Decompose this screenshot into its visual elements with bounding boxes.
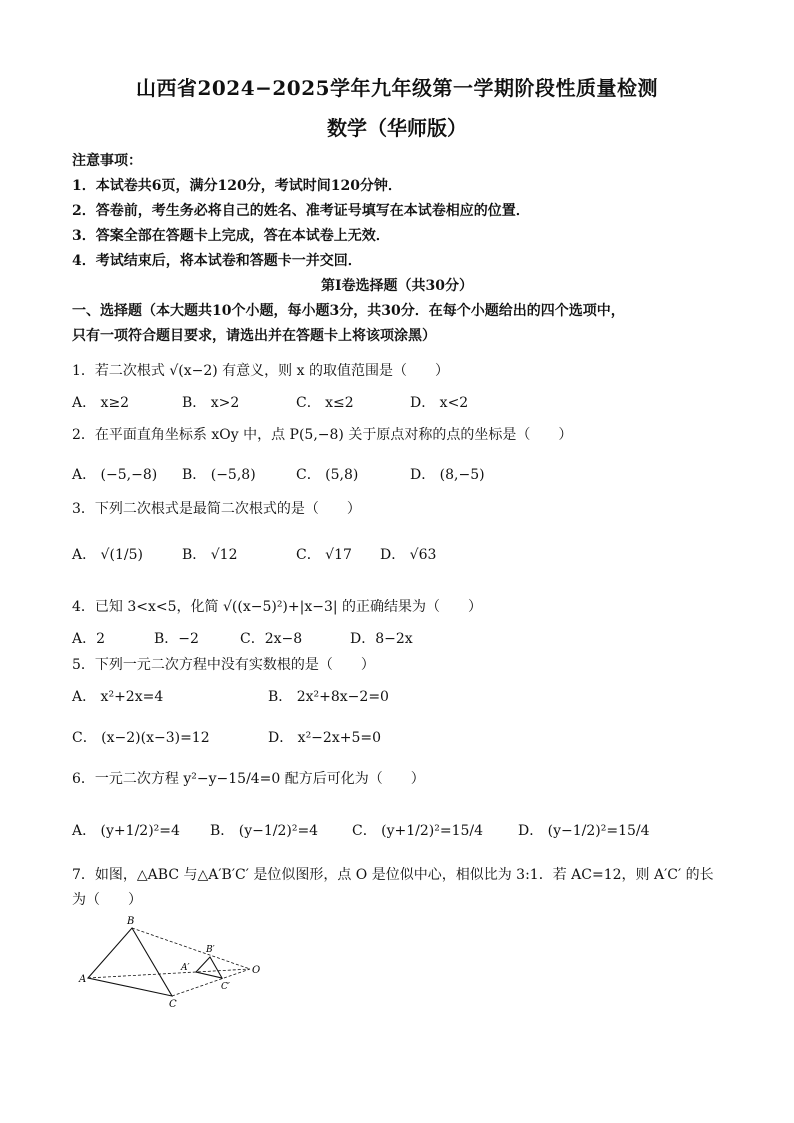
question-stem: 6．一元二次方程 y²−y−15/4=0 配方后可化为（ ）	[72, 771, 425, 787]
label-a-prime: A′	[181, 963, 190, 973]
option-a: A． x²+2x=4	[72, 689, 164, 705]
notice-item: 4．考试结束后，将本试卷和答题卡一并交回．	[72, 253, 362, 269]
notice-item: 2．答卷前，考生务必将自己的姓名、准考证号填写在本试卷相应的位置．	[72, 203, 530, 219]
triangle-abc	[88, 928, 172, 996]
label-c: C	[169, 999, 177, 1010]
question-stem: 2．在平面直角坐标系 xOy 中，点 P(5,−8) 关于原点对称的点的坐标是（ ）	[72, 427, 573, 443]
similar-triangles-figure	[76, 914, 266, 1010]
option-c: C． √17	[296, 547, 352, 563]
section-instruction: 只有一项符合题目要求，请选出并在答题卡上将该项涂黑）	[72, 328, 436, 344]
option-d: D． (8,−5)	[410, 467, 485, 483]
label-b-prime: B′	[206, 945, 215, 955]
option-d: D． x²−2x+5=0	[268, 730, 381, 746]
option-b: B． √12	[182, 547, 238, 563]
triangle-a2b2c2	[196, 957, 222, 978]
option-d: D． √63	[380, 547, 437, 563]
option-c: C． (y+1/2)²=15/4	[352, 823, 484, 839]
option-a: A． (−5,−8)	[72, 467, 158, 483]
option-a: A． √(1/5)	[72, 547, 143, 563]
section-title: 第Ⅰ卷选择题（共30分）	[320, 278, 474, 294]
option-c: C． (x−2)(x−3)=12	[72, 730, 210, 746]
option-c: C． (5,8)	[296, 467, 359, 483]
label-a: A	[79, 974, 87, 985]
label-b: B	[127, 916, 135, 927]
option-c: C． x≤2	[296, 395, 354, 411]
option-a: A． (y+1/2)²=4	[72, 823, 180, 839]
option-a: A．2	[72, 631, 106, 647]
option-a: A． x≥2	[72, 395, 130, 411]
question-stem: 5．下列一元二次方程中没有实数根的是（ ）	[72, 657, 375, 673]
option-b: B．−2	[154, 631, 199, 647]
label-c-prime: C′	[221, 982, 230, 992]
option-d: D．8−2x	[350, 631, 413, 647]
question-stem: 4．已知 3<x<5，化简 √((x−5)²)+|x−3| 的正确结果为（ ）	[72, 599, 483, 615]
option-b: B． x>2	[182, 395, 240, 411]
option-c: C．2x−8	[240, 631, 303, 647]
notice-heading: 注意事项：	[72, 153, 142, 169]
ray-bo	[132, 928, 250, 969]
question-stem: 3．下列二次根式是最简二次根式的是（ ）	[72, 501, 361, 517]
option-d: D． x<2	[410, 395, 469, 411]
question-stem: 1．若二次根式 √(x−2) 有意义，则 x 的取值范围是（ ）	[72, 363, 449, 379]
notice-item: 1．本试卷共6页，满分120分，考试时间120分钟．	[72, 178, 402, 194]
question-stem: 7．如图，△ABC 与△A′B′C′ 是位似图形，点 O 是位似中心，相似比为 3:1．若 AC=12，则 A′C′ 的长	[72, 867, 714, 883]
notice-item: 3．答案全部在答题卡上完成，答在本试卷上无效．	[72, 228, 390, 244]
label-o: O	[252, 965, 261, 976]
question-stem-cont: 为（ ）	[72, 892, 142, 908]
exam-subtitle: 数学（华师版）	[327, 116, 467, 140]
option-b: B． (y−1/2)²=4	[210, 823, 319, 839]
option-b: B． (−5,8)	[182, 467, 256, 483]
ray-ao	[88, 969, 250, 978]
section-instruction: 一、选择题（本大题共10个小题，每小题3分，共30分．在每个小题给出的四个选项中，	[72, 303, 625, 319]
exam-title: 山西省2024−2025学年九年级第一学期阶段性质量检测	[135, 76, 659, 100]
option-b: B． 2x²+8x−2=0	[268, 689, 389, 705]
option-d: D． (y−1/2)²=15/4	[518, 823, 650, 839]
